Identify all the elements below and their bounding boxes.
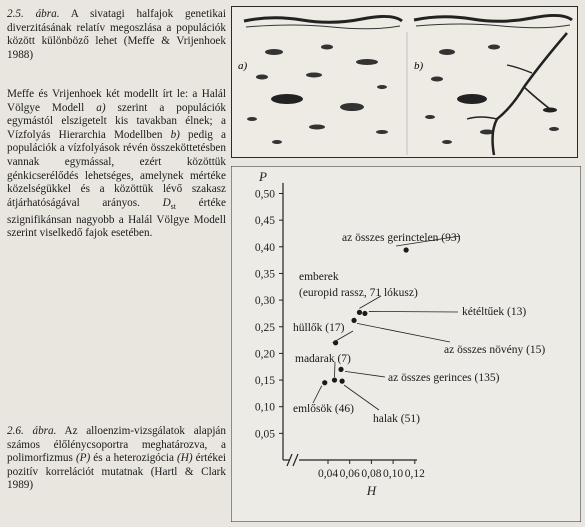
figure-number: 2.6. ábra. — [7, 425, 57, 437]
data-point — [404, 247, 409, 252]
landscape-drawing — [232, 7, 577, 157]
x-tick-label: 0,08 — [361, 468, 382, 480]
dst-symbol: D — [162, 196, 171, 209]
caption-text: A sivatagi halfajok genetikai diverzitásának relatív megoszlása a populációk között különböző lehet (Meffe & Vrijenhoek 1988) — [7, 8, 226, 61]
y-tick-label: 0,45 — [254, 215, 275, 228]
model-a-ref: a) — [96, 101, 106, 114]
caption-text: és a heterozigócia — [93, 452, 174, 465]
y-tick-label: 0,05 — [254, 428, 275, 441]
body-text-part: Meffe és Vrijenhoek két modellt írt le: a Halál Völgye Modell — [7, 88, 226, 114]
desert-fish-model-illustration — [231, 6, 578, 158]
y-tick-label: 0,50 — [254, 188, 275, 201]
body-text — [7, 88, 226, 241]
data-label: halak (51) — [373, 413, 420, 425]
data-point — [338, 367, 343, 372]
caption-text: értékei pozitív korrelációt mutatnak (Hartl & Clark 1989) — [7, 452, 227, 492]
y-tick-label: 0,30 — [254, 295, 275, 308]
data-label: az összes gerinces (135) — [388, 372, 500, 384]
model-b-ref: b) — [170, 128, 180, 141]
h-symbol: (H) — [177, 452, 193, 465]
y-tick-label: 0,15 — [254, 375, 275, 388]
y-tick-label: 0,20 — [254, 348, 275, 361]
data-label: kétéltűek (13) — [462, 306, 527, 318]
data-point — [357, 310, 362, 315]
data-point — [332, 377, 337, 382]
scatter-plot — [231, 166, 581, 522]
body-text-part: értéke szignifikánsan nagyobb a Halál Völgye Modell szerint viselkedő fajok esetében. — [7, 196, 226, 240]
polymorphism-heterozygosity-chart — [231, 166, 581, 522]
dst-subscript: st — [170, 201, 177, 211]
data-label: hüllők (17) — [293, 322, 345, 334]
body-text-part: szerint a populációk egymástól elszigetelt kis tavakban élnek; a Vízfolyás Hierarchia Modellben — [7, 101, 226, 141]
x-tick-label: 0,04 — [317, 468, 339, 480]
y-tick-label: 0,40 — [254, 241, 275, 254]
body-text-part: pedig a populációk a vízfolyások révén összeköttetésben vannak egymással, ezért közöttük génkicserélődés lehetséges, amelynek mértéke közelségükkel és a közöttük lévő szakasz átjárhatóságával arányos. — [7, 128, 227, 209]
x-tick-label: 0,06 — [339, 468, 360, 480]
data-point — [340, 379, 345, 384]
data-label: emlősök (46) — [293, 403, 355, 415]
y-tick-label: 0,35 — [254, 268, 275, 281]
data-label: madarak (7) — [295, 353, 351, 365]
p-symbol: (P) — [75, 452, 91, 465]
x-tick-label: 0,10 — [383, 468, 404, 480]
y-tick-label: 0,10 — [254, 401, 275, 414]
panel-a-label: a) — [238, 60, 248, 72]
caption-text: Az alloenzim-vizsgálatok alapján számos élőlénycsoportra meghatározva, a polimorfizmus — [7, 425, 226, 465]
y-tick-label: 0,25 — [254, 321, 275, 334]
data-label: (europid rassz, 71 lókusz) — [299, 287, 418, 299]
data-point — [351, 318, 356, 323]
figure-caption-2-5 — [7, 8, 226, 62]
figure-caption-2-6 — [7, 425, 226, 493]
data-point — [322, 380, 327, 385]
figure-number: 2.5. ábra. — [7, 8, 60, 20]
data-label: az összes gerinctelen (93) — [342, 232, 461, 244]
data-label: emberek — [299, 271, 339, 283]
x-tick-label: 0,12 — [404, 468, 425, 480]
data-point — [362, 311, 367, 316]
x-axis-label: H — [366, 483, 377, 498]
panel-b-label: b) — [414, 60, 424, 72]
y-axis-label: P — [259, 168, 267, 184]
data-label: az összes növény (15) — [444, 344, 546, 356]
